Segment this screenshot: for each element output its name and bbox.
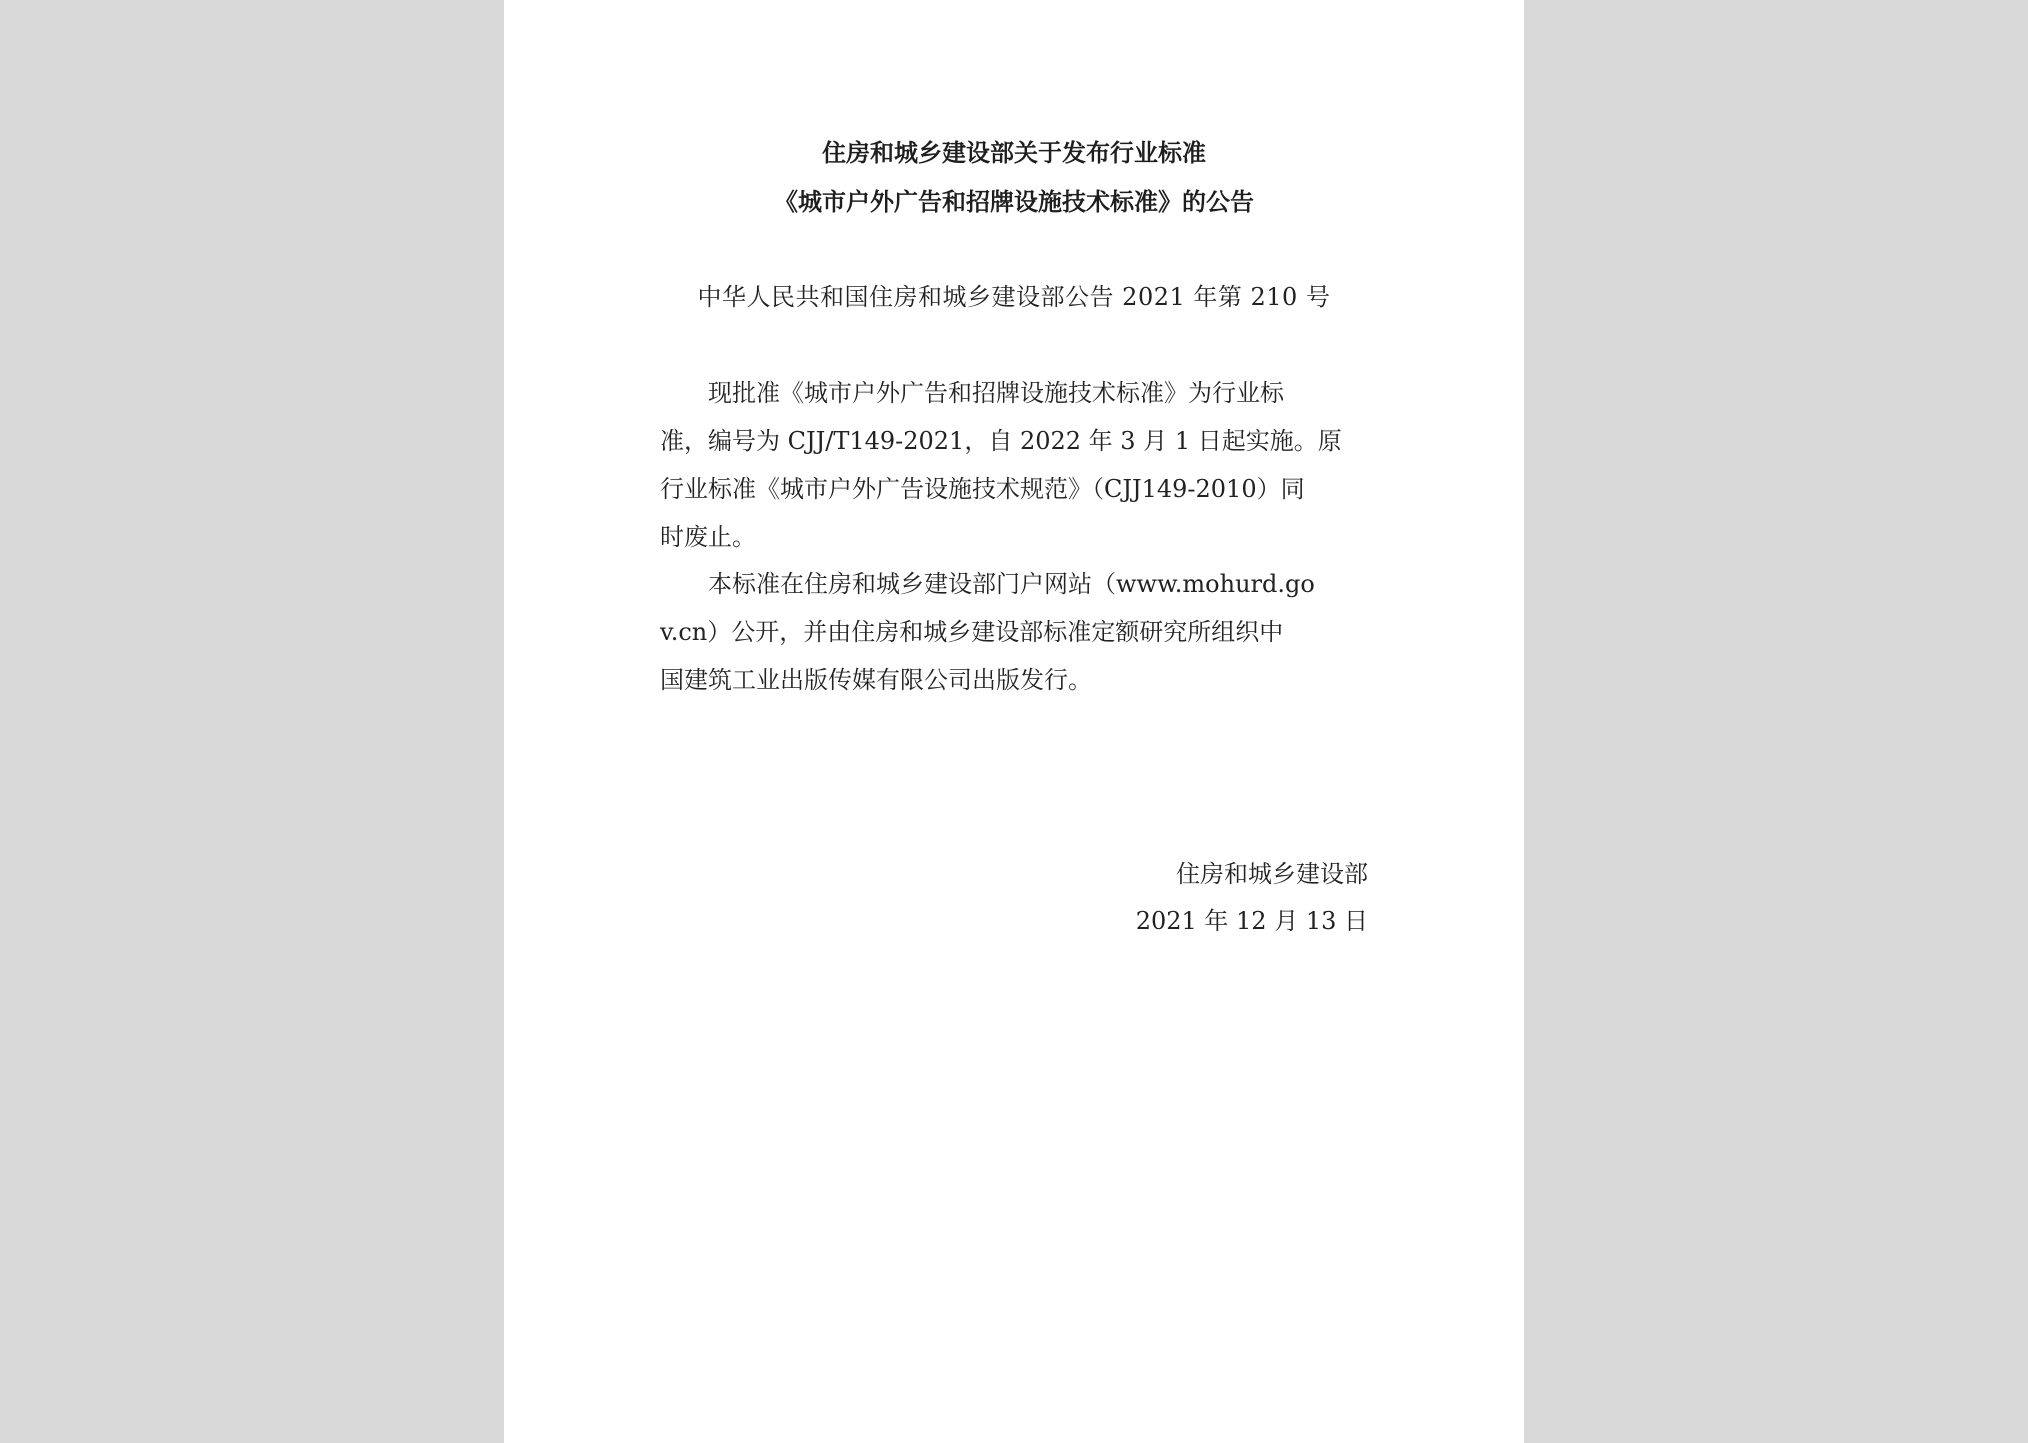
paragraph-line: 现批准《城市户外广告和招牌设施技术标准》为行业标 xyxy=(708,379,1284,407)
signature-date: 2021 年 12 月 13 日 xyxy=(1135,907,1368,935)
notice-title-line-1: 住房和城乡建设部关于发布行业标准 xyxy=(822,139,1206,167)
notice-title-line-2: 《城市户外广告和招牌设施技术标准》的公告 xyxy=(774,188,1254,216)
paragraph-line: v.cn）公开，并由住房和城乡建设部标准定额研究所组织中 xyxy=(660,618,1284,646)
paragraph-line: 行业标准《城市户外广告设施技术规范》（CJJ149-2010）同 xyxy=(660,475,1305,503)
paragraph-line: 国建筑工业出版传媒有限公司出版发行。 xyxy=(660,666,1092,694)
document-page xyxy=(504,0,1524,1443)
document-number: 中华人民共和国住房和城乡建设部公告 2021 年第 210 号 xyxy=(697,283,1331,311)
paragraph-publication xyxy=(660,560,1372,704)
paragraph-line: 时废止。 xyxy=(660,523,756,551)
paragraph-line: 准，编号为 CJJ/T149-2021，自 2022 年 3 月 1 日起实施。原 xyxy=(660,427,1342,455)
signature-organization: 住房和城乡建设部 xyxy=(1176,860,1368,888)
paragraph-approval xyxy=(660,369,1372,561)
paragraph-line: 本标准在住房和城乡建设部门户网站（www.mohurd.go xyxy=(708,570,1315,598)
